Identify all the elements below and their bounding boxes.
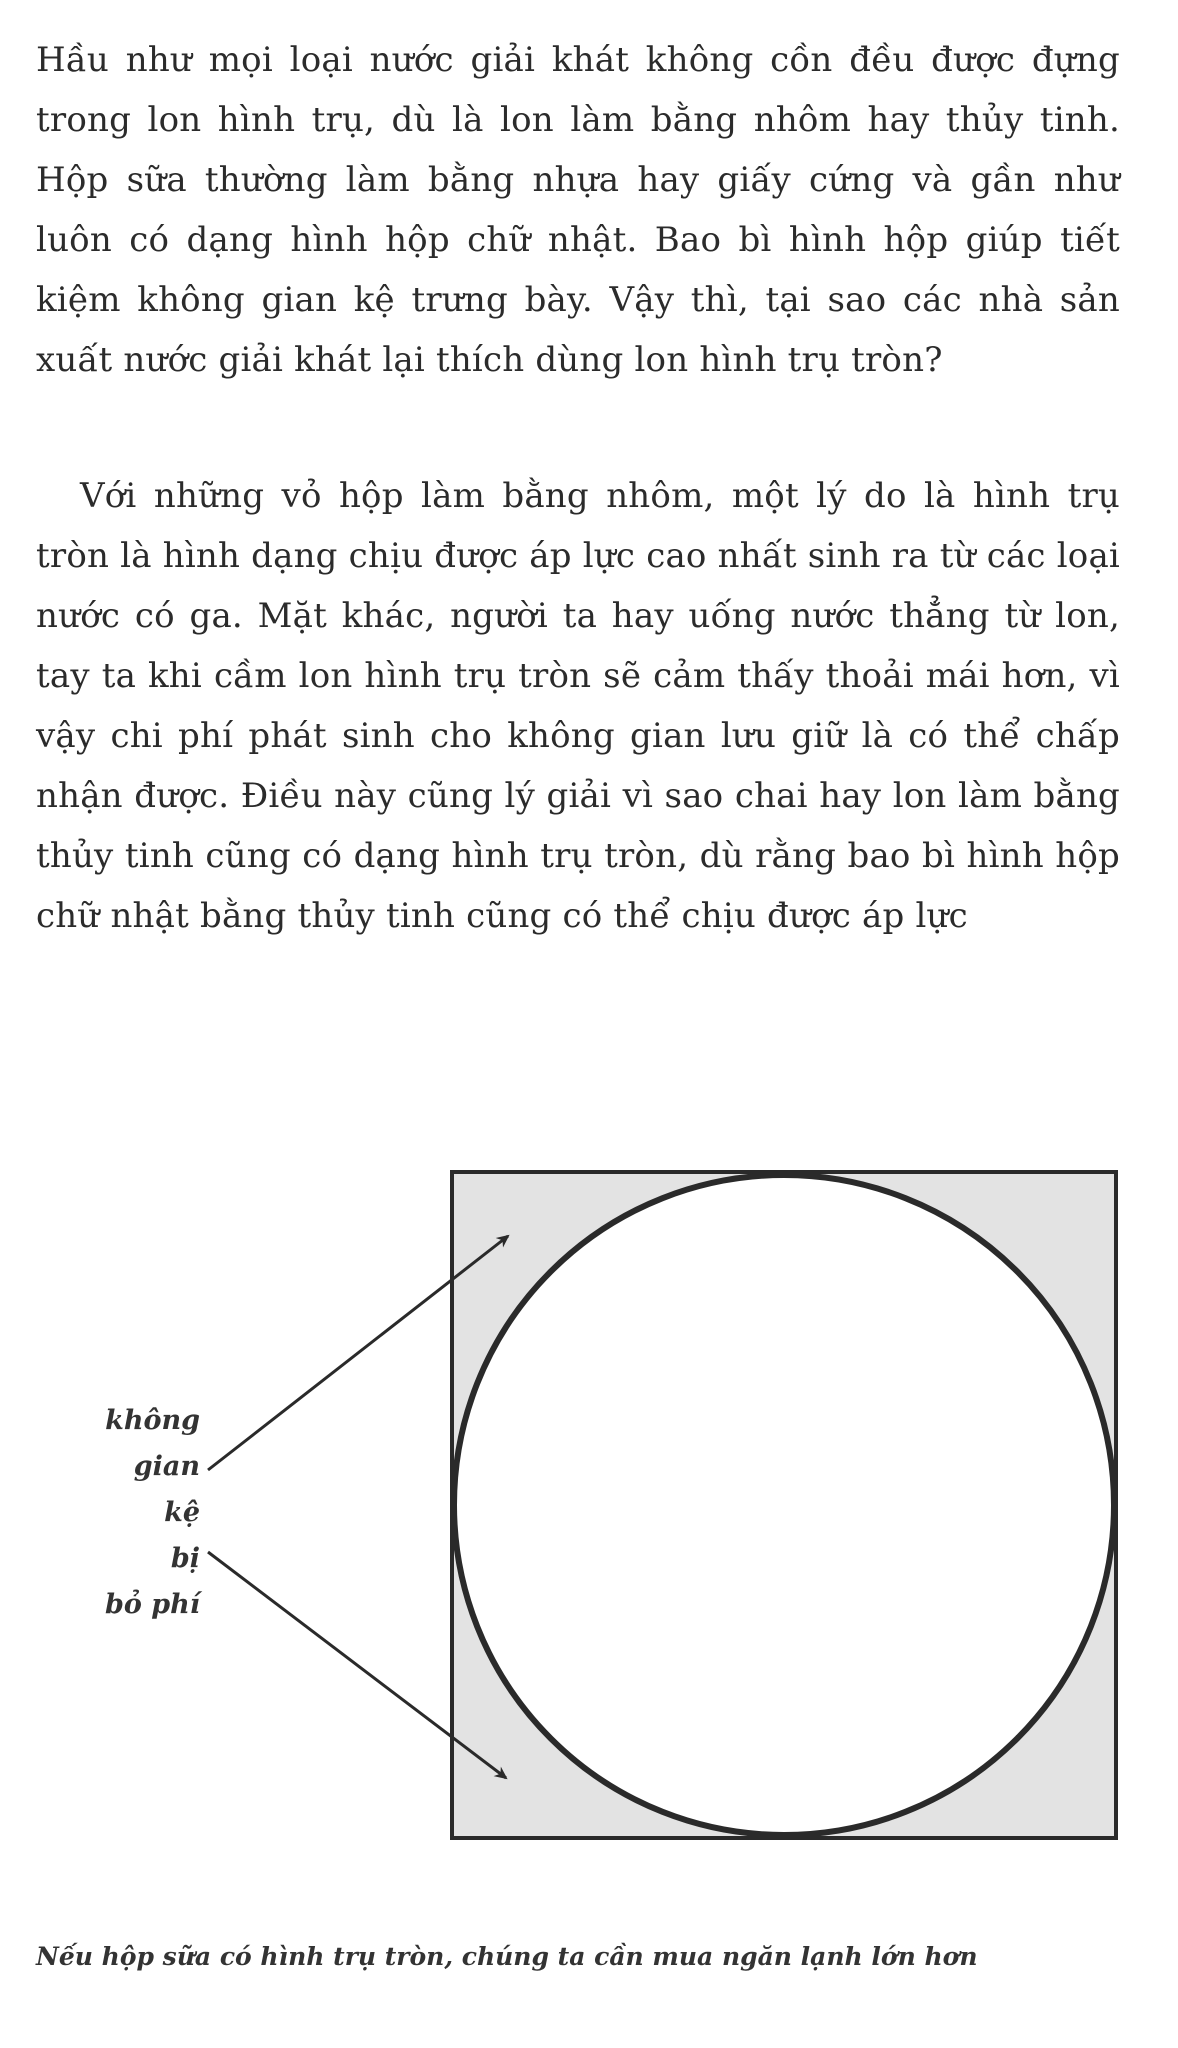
paragraph-1: Hầu như mọi loại nước giải khát không cồn đều được đựng trong lon hình trụ, dù là lon làm bằng nhôm hay thủy tinh. Hộp sữa thường làm bằng nhựa hay giấy cứng và gần như luôn có dạng hình hộp chữ nhật. Bao bì hình hộp giúp tiết kiệm không gian kệ trưng bày. Vậy thì, tại sao các nhà sản xuất nước giải khát lại thích dùng lon hình trụ tròn? bbox=[36, 40, 1120, 380]
label-line: bỏ phí bbox=[104, 1589, 200, 1620]
inscribed-circle bbox=[454, 1175, 1114, 1835]
label-line: gian bbox=[133, 1451, 200, 1482]
label-line: kệ bbox=[164, 1497, 200, 1528]
figure-caption: Nếu hộp sữa có hình trụ tròn, chúng ta cần mua ngăn lạnh lớn hơn bbox=[36, 1942, 978, 1971]
paragraph-2: Với những vỏ hộp làm bằng nhôm, một lý do là hình trụ tròn là hình dạng chịu được áp lực cao nhất sinh ra từ các loại nước có ga. Mặt khác, người ta hay uống nước thẳng từ lon, tay ta khi cầm lon hình trụ tròn sẽ cảm thấy thoải mái hơn, vì vậy chi phí phát sinh cho không gian lưu giữ là có thể chấp nhận được. Điều này cũng lý giải vì sao chai hay lon làm bằng thủy tinh cũng có dạng hình trụ tròn, dù rằng bao bì hình hộp chữ nhật bằng thủy tinh cũng có thể chịu được áp lực bbox=[36, 476, 1120, 936]
wasted-space-label bbox=[60, 1398, 200, 1628]
label-line: bị bbox=[170, 1543, 200, 1574]
label-line: không bbox=[105, 1405, 200, 1436]
